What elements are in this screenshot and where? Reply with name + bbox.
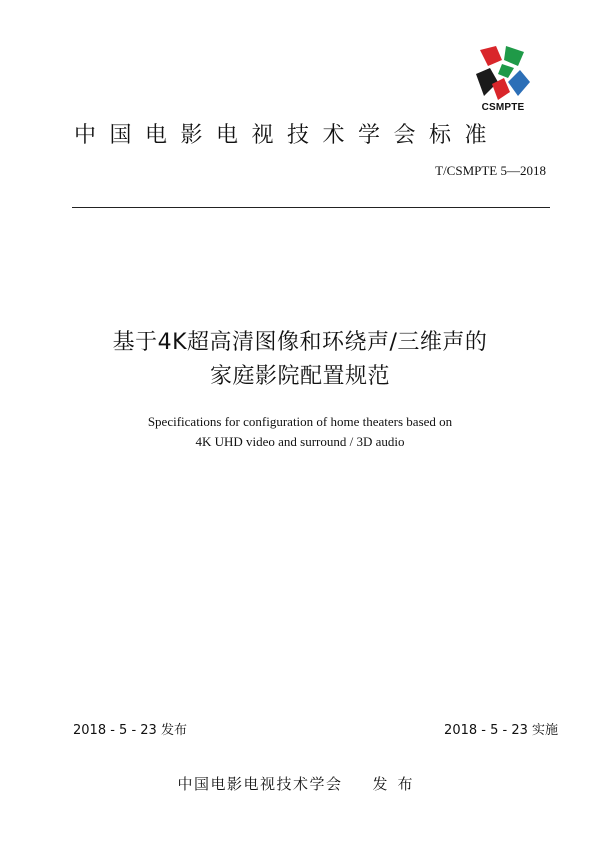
implementation-date: 2018 - 5 - 23 实施 (444, 723, 558, 738)
english-title (0, 412, 600, 452)
logo-segment-black (476, 68, 498, 96)
header-divider (72, 207, 550, 208)
logo-segment-red (480, 46, 502, 66)
logo-text: CSMPTE (481, 102, 525, 113)
release-date: 2018 - 5 - 23 发布 (73, 723, 187, 738)
organization-standard-title: 中国电影电视技术学会标准 (74, 123, 501, 148)
english-title-line-2: 4K UHD video and surround / 3D audio (195, 434, 405, 449)
csmpte-logo (472, 44, 534, 118)
chinese-title (0, 326, 600, 394)
chinese-title-line-1: 基于4K超高清图像和环绕声/三维声的 (112, 330, 488, 355)
standard-code: T/CSMPTE 5—2018 (435, 163, 546, 178)
logo-segment-blue (508, 70, 530, 96)
logo-segment-green (504, 46, 524, 66)
logo-segment-green-lower (498, 64, 514, 78)
chinese-title-line-2: 家庭影院配置规范 (209, 364, 390, 389)
issue-action: 发布 (372, 775, 423, 793)
issuer-footer (0, 773, 600, 794)
csmpte-logo-icon (472, 44, 534, 102)
english-title-line-1: Specifications for configuration of home theaters based on (147, 414, 453, 429)
issuer-name: 中国电影电视技术学会 (177, 775, 343, 793)
